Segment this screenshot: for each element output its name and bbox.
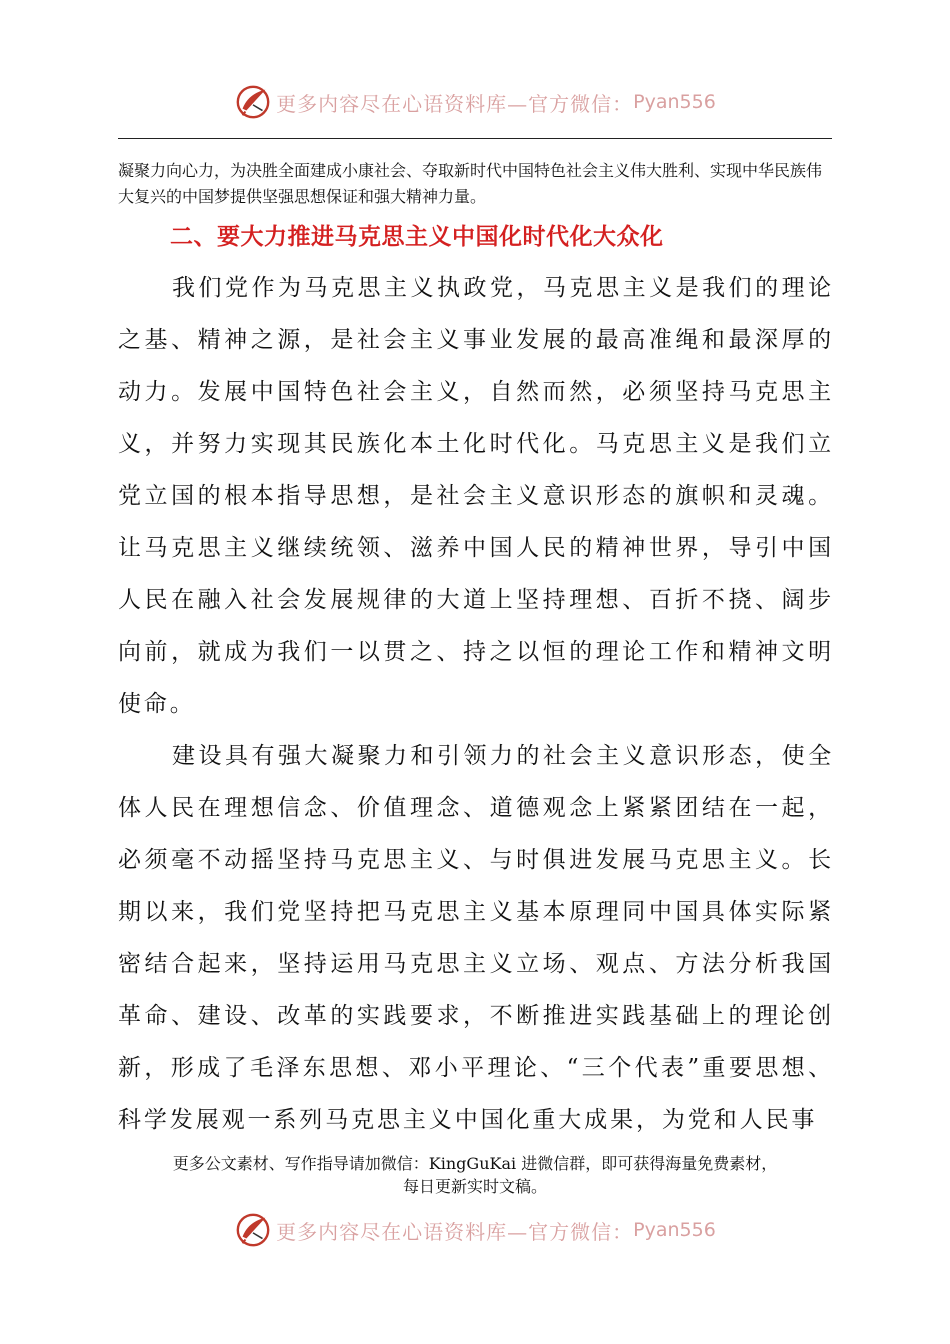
header-divider [118,138,832,139]
pen-seal-icon [234,83,272,121]
footer-note-line1: 更多公文素材、写作指导请加微信：KingGuKai 进微信群，即可获得海量免费素材， [172,1154,778,1173]
body-paragraph-2: 建设具有强大凝聚力和引领力的社会主义意识形态，使全体人民在理想信念、价值理念、道德观念上紧紧团结在一起，必须毫不动摇坚持马克思主义、与时俱进发展马克思主义。长期以来，我们党坚持把马克思主义基本原理同中国具体实际紧密结合起来，坚持运用马克思主义立场、观点、方法分析我国革命、建设、改革的实践要求，不断推进实践基础上的理论创新，形成了毛泽东思想、邓小平理论、“三个代表”重要思想、科学发展观一系列马克思主义中国化重大成果，为党和人民事 [118,743,834,1133]
intro-continuation: 凝聚力向心力，为决胜全面建成小康社会、夺取新时代中国特色社会主义伟大胜利、实现中华民族伟大复兴的中国梦提供坚强思想保证和强大精神力量。 [118,161,823,206]
header-banner-wechat: Pyan556 [633,91,716,113]
footer-note [118,1152,832,1198]
header-banner-text: 更多内容尽在心语资料库—官方微信： [276,91,634,116]
body-paragraph-1: 我们党作为马克思主义执政党，马克思主义是我们的理论之基、精神之源，是社会主义事业发展的最高准绳和最深厚的动力。发展中国特色社会主义，自然而然，必须坚持马克思主义，并努力实现其民族化本土化时代化。马克思主义是我们立党立国的根本指导思想，是社会主义意识形态的旗帜和灵魂。让马克思主义继续统领、滋养中国人民的精神世界，导引中国人民在融入社会发展规律的大道上坚持理想、百折不挠、阔步向前，就成为我们一以贯之、持之以恒的理论工作和精神文明使命。 [118,275,834,717]
footer-note-line2: 每日更新实时文稿。 [402,1177,547,1196]
footer-banner-text: 更多内容尽在心语资料库—官方微信： [276,1219,634,1244]
section-title: 二、要大力推进马克思主义中国化时代化大众化 [170,224,664,250]
header-banner [0,80,950,124]
pen-seal-icon [234,1211,272,1249]
footer-banner-wechat: Pyan556 [633,1219,716,1241]
footer-banner [0,1208,950,1252]
